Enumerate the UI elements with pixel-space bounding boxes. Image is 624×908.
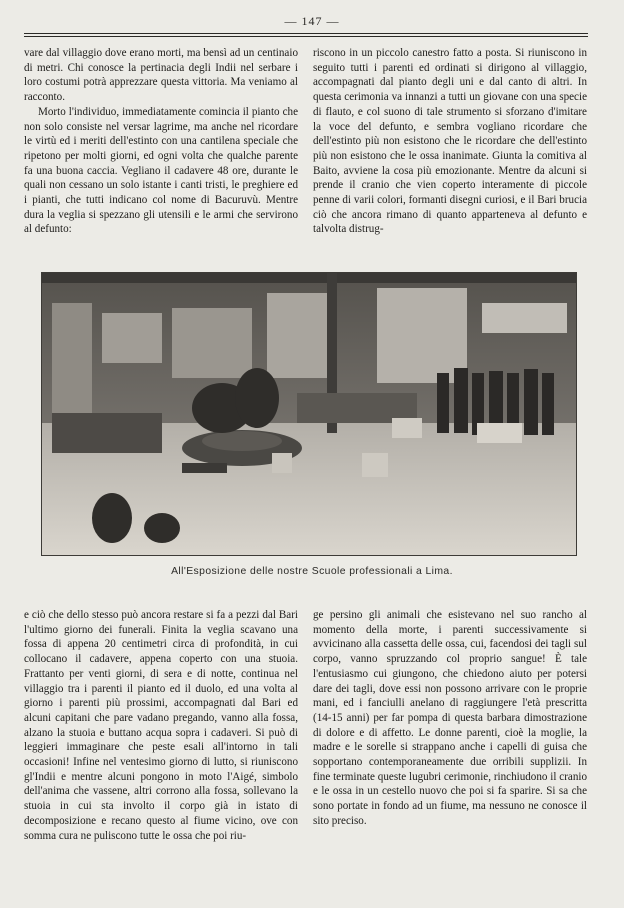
- text-column-bottom-right: [313, 608, 587, 829]
- page-number: — 147 —: [284, 14, 340, 28]
- paragraph: riscono in un piccolo canestro fatto a posta. Si riuniscono in seguito tutti i parenti ed ordinati si dirigono al villaggio, accompagnati dal pianto degli uni e dal canto di altri. In questa cerimonia va innanzi a tutti un giovane con una specie di flauto, e col suono di tale strumento si sforzano d'imitare la voce del defunto, e sembra vogliano ricordare che dell'estinto più non esistono che le ricordare che dell'estinto più non esistono che le ossa inanimate. Giunta la comitiva al Baito, avviene la cosa più emozionante. Mentre da alcuni si prende il cranio che vien coperto interamente di piccole penne di varii colori, formanti disegni curiosi, e il Bari brucia ciò che ancora rimano di quanto apparteneva al defunto e talvolta distrug-: [313, 47, 587, 236]
- exhibition-photograph: [41, 272, 577, 556]
- exhibition-hall-illustration: [42, 273, 576, 555]
- paragraph: ge persino gli animali che esistevano nel suo rancho al momento della morte, i parenti successivamente si avvicinano alla cassetta delle ossa, cui, facendosi dei tagli sul corpo, vanno spruzzando col proprio sangue! È tale l'entusiasmo cui giungono, che chiedono aiuto per potersi dare dei tagli, dove essi non possono arrivare con le proprie mani, ed i fanciulli anelano di raggiungere l'età prescritta (14-15 anni) per far pompa di questa barbara dimostrazione di dolore e di affetto. Le donne parenti, cioè la moglie, la madre e le sorelle si strappano anche i capelli di guisa che sopportano contemporaneamente due orribili supplizii. In fine terminate queste lugubri cerimonie, rinchiudono il cranio e le ossa in un cestello nuovo che poi si fa sparire. Si sa che sono portate in fondo ad un fiume, ma nessuno ne conosce il sito preciso.: [313, 609, 587, 827]
- paragraph: Morto l'individuo, immediatamente comincia il pianto che non solo consiste nel versar lagrime, ma anche nel ricordare le virtù ed i meriti dell'estinto con una cantilena speciale che ripetono per molti giorni, ed ogni volta che qualche parente fa una buona caccia. Vegliano il cadavere 48 ore, durante le quali non cessano un solo istante i canti tristi, le preghiere ed i pianti, che tutti indicano col nome di Bacuruvù. Mentre dura la veglia si spezzano gli utensili e le armi che servirono al defunto:: [24, 105, 298, 236]
- paragraph: vare dal villaggio dove erano morti, ma bensì ad un centinaio di metri. Chi conosce la pertinacia degli Indii nel serbare i loro costumi potrà apprezzare questa vittoria. Ma veniamo al racconto.: [24, 47, 298, 104]
- text-column-bottom-left: [24, 608, 298, 843]
- text-column-top-left: [24, 46, 298, 237]
- figure-caption: All'Esposizione delle nostre Scuole professionali a Lima.: [171, 566, 453, 577]
- paragraph: e ciò che dello stesso può ancora restare si fa a pezzi dal Bari l'ultimo giorno dei funerali. Finita la veglia scavano una fossa di appena 20 centimetri circa di profondità, in cui collocano il cadavere, appena coperto con una stuoia. Frattanto per venti giorni, di sera e di notte, continua nel villaggio tra i parenti il pianto ed il duolo, ed una volta al giorno i parenti più prossimi, accompagnati dal Bari ed alcuni capitani che pare vadano pregando, vanno alla fossa, alzano la stuoia e buttano acqua sopra i cadaveri. Si può di leggieri immaginare che peste esali all'intorno in tali occasioni! Infine nel ventesimo giorno di lutto, si riuniscono gl'Indii e mentre alcuni pongono in moto l'Aigé, simbolo dell'anima che vassene, altri corrono alla fossa, sollevano la stuoia in cui sta involto il corpo già in istato di decomposizione e recano questo al fiume vicino, ove con somma cura ne puliscono tutte le ossa che poi riu-: [24, 609, 298, 842]
- header-rule: [24, 33, 588, 34]
- text-column-top-right: [313, 46, 587, 237]
- header-rule-thin: [24, 36, 588, 37]
